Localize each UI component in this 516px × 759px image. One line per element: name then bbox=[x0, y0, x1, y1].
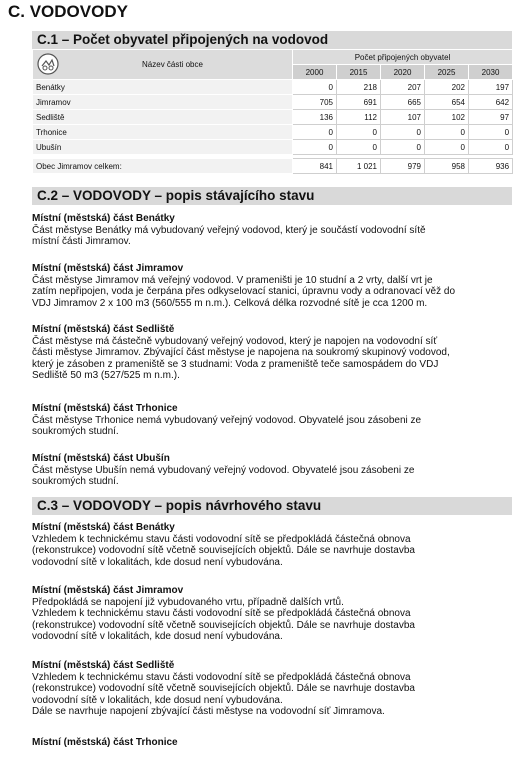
subsection-title: Místní (městská) část Jimramov bbox=[32, 585, 184, 596]
page-title: C. VODOVODY bbox=[8, 2, 128, 21]
year-header: 2020 bbox=[381, 65, 425, 80]
text-line: soukromých studní. bbox=[32, 426, 119, 437]
text-line: vodovodní sítě v lokalitách, kde dosud není vybudována. bbox=[32, 631, 283, 642]
water-supply-logo-icon bbox=[37, 53, 59, 75]
section-heading-c3: C.3 – VODOVODY – popis návrhového stavu bbox=[32, 497, 512, 515]
subsection-title: Místní (městská) část Trhonice bbox=[32, 403, 178, 414]
cell-value: 207 bbox=[381, 80, 425, 95]
text-line: (rekonstrukce) vodovodní sítě včetně souvisejících objektů. Dále se navrhuje dostavba bbox=[32, 619, 415, 631]
text-line: Předpokládá se napojení již vybudovaného vrtu, případně dalších vrtů. bbox=[32, 596, 344, 608]
cell-value: 691 bbox=[337, 95, 381, 110]
column-header-group: Počet připojených obyvatel bbox=[293, 50, 513, 65]
cell-value: 0 bbox=[381, 125, 425, 140]
text-line: VDJ Jimramov 2 x 100 m3 (560/555 m n.m.). Celková délka rozvodné sítě je cca 1200 m. bbox=[32, 297, 428, 309]
cell-value: 112 bbox=[337, 110, 381, 125]
cell-value: 0 bbox=[425, 140, 469, 155]
text-line: soukromých studní. bbox=[32, 476, 119, 487]
description-block bbox=[32, 403, 512, 438]
table-row bbox=[33, 110, 513, 125]
text-line: Část městyse má částečně vybudovaný veřejný vodovod, který je napojen na vodovodní síť bbox=[32, 335, 438, 347]
description-block bbox=[32, 263, 512, 309]
cell-value: 0 bbox=[337, 140, 381, 155]
cell-value: 102 bbox=[425, 110, 469, 125]
cell-value: 0 bbox=[293, 140, 337, 155]
table-row bbox=[33, 95, 513, 110]
text-line: vodovodní sítě v lokalitách, kde dosud není vybudována. bbox=[32, 556, 283, 568]
text-line: který je zásoben z prameniště se 3 studnami: Voda z prameniště teče samospádem do VDJ bbox=[32, 358, 439, 370]
subsection-title: Místní (městská) část Ubušín bbox=[32, 453, 170, 464]
total-value: 979 bbox=[381, 159, 425, 174]
row-name: Benátky bbox=[33, 80, 293, 95]
text-line: Vzhledem k technickému stavu části vodovodní sítě se předpokládá částečná obnova bbox=[32, 671, 411, 683]
year-header: 2000 bbox=[293, 65, 337, 80]
total-value: 936 bbox=[469, 159, 513, 174]
cell-value: 705 bbox=[293, 95, 337, 110]
proposal-block bbox=[32, 660, 512, 718]
cell-value: 665 bbox=[381, 95, 425, 110]
text-line: (rekonstrukce) vodovodní sítě včetně souvisejících objektů. Dále se navrhuje dostavba bbox=[32, 683, 415, 694]
subsection-title: Místní (městská) část Jimramov bbox=[32, 263, 184, 274]
subsection-title: Místní (městská) část Trhonice bbox=[32, 737, 178, 748]
table-row bbox=[33, 140, 513, 155]
total-value: 958 bbox=[425, 159, 469, 174]
subsection-title: Místní (městská) část Sedliště bbox=[32, 324, 175, 335]
text-line: Část městyse Trhonice nemá vybudovaný veřejný vodovod. Obyvatelé jsou zásobeni ze bbox=[32, 414, 422, 426]
cell-value: 0 bbox=[469, 140, 513, 155]
cell-value: 0 bbox=[293, 80, 337, 95]
text-line: vodovodní sítě v lokalitách, kde dosud není vybudována. bbox=[32, 694, 283, 706]
text-line: Sedliště 50 m3 (527/525 m n.m.). bbox=[32, 370, 180, 381]
section-heading-c1: C.1 – Počet obyvatel připojených na vodovod bbox=[32, 31, 512, 49]
proposal-block bbox=[32, 737, 512, 749]
text-line: místní části Jimramov. bbox=[32, 236, 131, 247]
section-heading-c2: C.2 – VODOVODY – popis stávajícího stavu bbox=[32, 187, 512, 205]
population-table bbox=[32, 49, 513, 174]
year-header: 2025 bbox=[425, 65, 469, 80]
subsection-title: Místní (městská) část Sedliště bbox=[32, 660, 175, 671]
total-value: 1 021 bbox=[337, 159, 381, 174]
text-line: Část městyse Ubušín nemá vybudovaný veřejný vodovod. Obyvatelé jsou zásobeni ze bbox=[32, 464, 415, 476]
row-name: Sedliště bbox=[33, 110, 293, 125]
table-row bbox=[33, 125, 513, 140]
year-header: 2015 bbox=[337, 65, 381, 80]
proposal-block bbox=[32, 522, 512, 568]
cell-value: 0 bbox=[425, 125, 469, 140]
total-row-name: Obec Jimramov celkem: bbox=[33, 159, 293, 174]
cell-value: 0 bbox=[469, 125, 513, 140]
cell-value: 202 bbox=[425, 80, 469, 95]
text-line: Vzhledem k technickému stavu části vodovodní sítě se předpokládá částečná obnova bbox=[32, 533, 411, 545]
table-row bbox=[33, 80, 513, 95]
description-block bbox=[32, 453, 512, 488]
text-line: zatím nepřipojen, voda je čerpána přes odkyselovací stanici, úpravnu vody a odranovací věž do bbox=[32, 286, 456, 297]
year-header: 2030 bbox=[469, 65, 513, 80]
cell-value: 654 bbox=[425, 95, 469, 110]
text-line: Část městyse Benátky má vybudovaný veřejný vodovod, který je součástí vodovodní sítě bbox=[32, 224, 426, 236]
row-name: Jimramov bbox=[33, 95, 293, 110]
cell-value: 107 bbox=[381, 110, 425, 125]
subsection-title: Místní (městská) část Benátky bbox=[32, 522, 175, 533]
subsection-title: Místní (městská) část Benátky bbox=[32, 213, 175, 224]
total-value: 841 bbox=[293, 159, 337, 174]
row-name: Trhonice bbox=[33, 125, 293, 140]
cell-value: 0 bbox=[293, 125, 337, 140]
cell-value: 0 bbox=[381, 140, 425, 155]
text-line: Vzhledem k technickému stavu části vodovodní sítě se předpokládá částečná obnova bbox=[32, 608, 411, 619]
cell-value: 0 bbox=[337, 125, 381, 140]
cell-value: 136 bbox=[293, 110, 337, 125]
cell-value: 197 bbox=[469, 80, 513, 95]
row-name: Ubušín bbox=[33, 140, 293, 155]
description-block bbox=[32, 324, 512, 382]
cell-value: 97 bbox=[469, 110, 513, 125]
cell-value: 642 bbox=[469, 95, 513, 110]
text-line: části městyse Jimramov. Zbývající část městyse je napojena na soukromý skupinový vodovod, bbox=[32, 347, 450, 358]
text-line: (rekonstrukce) vodovodní sítě včetně souvisejících objektů. Dále se navrhuje dostavba bbox=[32, 545, 415, 556]
proposal-block bbox=[32, 585, 512, 643]
table-total-row bbox=[33, 159, 513, 174]
text-line: Část městyse Jimramov má veřejný vodovod. V prameništi je 10 studní a 2 vrty, další vrt je bbox=[32, 274, 433, 286]
cell-value: 218 bbox=[337, 80, 381, 95]
text-line: Dále se navrhuje napojení zbývající části městyse na vodovodní síť Jimramova. bbox=[32, 706, 385, 717]
description-block bbox=[32, 213, 512, 248]
column-header-name: Název části obce bbox=[33, 50, 293, 80]
